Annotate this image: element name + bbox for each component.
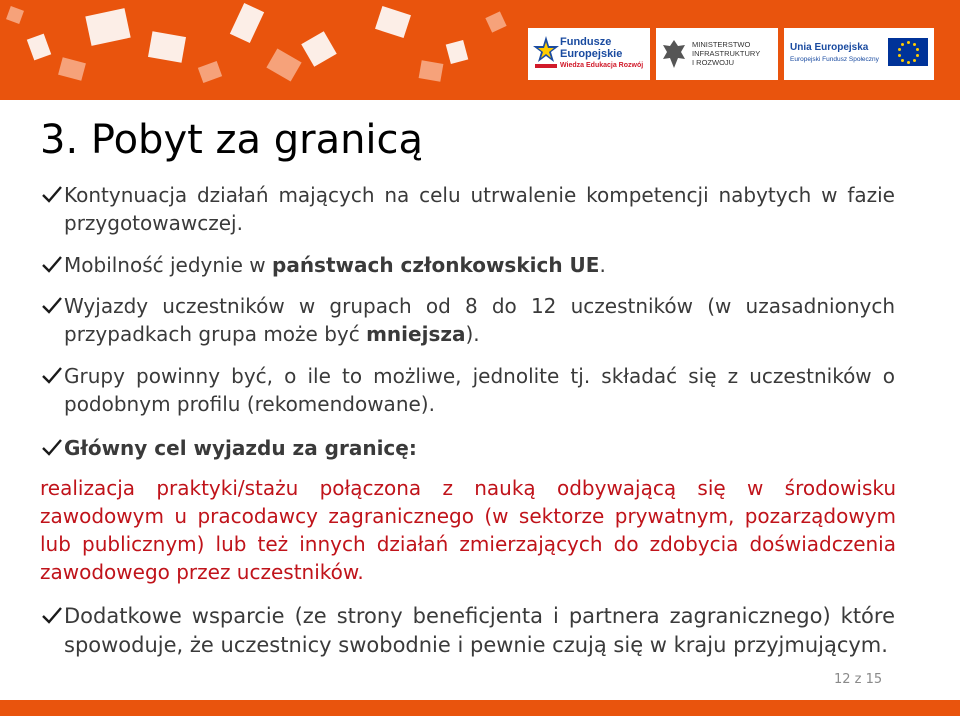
bullet-item: [40, 181, 895, 237]
bullet-item: [40, 292, 895, 348]
eu-logo-line2: Europejski Fundusz Społeczny: [790, 56, 879, 63]
bullet-text: Grupy powinny być, o ile to możliwe, jednolite tj. składać się z uczestników o podobnym profilu (rekomendowane).: [64, 364, 895, 416]
bullet-text: [64, 251, 895, 279]
funds-logo-line2: Europejskie: [560, 48, 623, 60]
ministry-logo-line2: INFRASTRUKTURY: [692, 49, 761, 58]
checkmark-icon: [40, 363, 64, 387]
slide-title: 3. Pobyt za granicą: [40, 117, 424, 163]
page-number: 12 z 15: [834, 672, 883, 687]
decorative-pattern: [0, 0, 520, 100]
checkmark-icon: [40, 603, 64, 627]
bullet-text: [64, 292, 895, 348]
ministry-logo-line1: MINISTERSTWO: [692, 40, 751, 49]
bullet-text-end: ).: [465, 322, 480, 346]
funds-logo-line3: Wiedza Edukacja Rozwój: [560, 62, 644, 69]
checkmark-icon: [40, 293, 64, 317]
bullet-text-plain: Mobilność jedynie w: [64, 253, 272, 277]
eagle-emblem-icon: [661, 37, 687, 71]
bullet-text-bold: mniejsza: [366, 322, 466, 346]
ministry-logo-line3: I ROZWOJU: [692, 58, 735, 67]
goal-heading: Główny cel wyjazdu za granicę:: [64, 436, 417, 460]
checkmark-icon: [40, 435, 64, 459]
eu-logo-line1: Unia Europejska: [790, 42, 869, 53]
bullet-item: [40, 362, 895, 418]
ministry-logo: [656, 28, 778, 80]
checkmark-icon: [40, 252, 64, 276]
header-banner: [0, 0, 960, 100]
bullet-text-plain: Wyjazdy uczestników w grupach od 8 do 12 uczestników (w uzasadnionych przypadkach grupa może być: [64, 294, 895, 346]
bullet-text: Kontynuacja działań mających na celu utrwalenie kompetencji nabytych w fazie przygotowawczej.: [64, 183, 895, 235]
goal-description: realizacja praktyki/stażu połączona z nauką odbywającą się w środowisku zawodowym u pracodawcy zagranicznego (w sektorze prywatnym, pozarządowym lub publicznym) lub też innych działań zmierzających do zdobycia doświadczenia zawodowego przez uczestników.: [40, 476, 896, 584]
funds-logo-line1: Fundusze: [560, 36, 612, 48]
eu-flag-icon: [888, 38, 928, 66]
bullet-text: Dodatkowe wsparcie (ze strony beneficjenta i partnera zagranicznego) które spowoduje, że uczestnicy swobodnie i pewnie czują się w kraju przyjmującym.: [64, 604, 895, 657]
bullet-text-end: .: [599, 253, 606, 277]
funds-logo: [528, 28, 650, 80]
bullet-text-bold: państwach członkowskich UE: [272, 253, 600, 277]
bullet-item: [40, 251, 895, 279]
bullet-item: [40, 434, 895, 462]
bullet-item: [40, 602, 895, 660]
footer-bar: [0, 700, 960, 716]
funds-star-icon: [532, 34, 560, 74]
eu-logo: [784, 28, 934, 80]
checkmark-icon: [40, 182, 64, 206]
